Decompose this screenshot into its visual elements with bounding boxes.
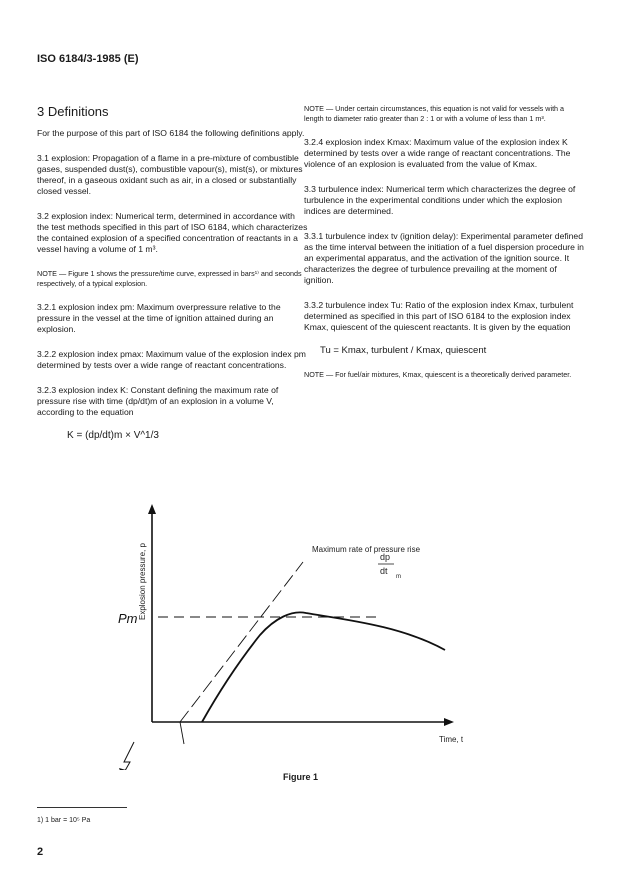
- annotation-text: Maximum rate of pressure rise: [312, 545, 421, 554]
- x-axis-label: Time, t: [439, 735, 464, 744]
- footnote: 1) 1 bar = 10⁵ Pa: [37, 817, 91, 824]
- y-axis-label: Explosion pressure, p: [138, 543, 147, 620]
- annotation-subscript: m: [396, 574, 401, 580]
- annotation-fraction-num: dp: [380, 552, 391, 562]
- pm-label: Pm: [118, 611, 138, 626]
- y-axis-arrow-icon: [148, 504, 156, 514]
- definition-3-2-1: 3.2.1 explosion index pm: Maximum overpressure relative to the pressure in the vessel at the time of ignition attained during an explosion.: [37, 302, 281, 334]
- ignition-spark-icon: [122, 742, 134, 770]
- definition-3-2-2: 3.2.2 explosion index pmax: Maximum value of the explosion index pm determined by tests over a wide range of reactant concentrations.: [37, 349, 306, 370]
- note-equation-validity: NOTE — Under certain circumstances, this equation is not valid for vessels with a length to diameter ratio greater than 2 : 1 or with a volume of less than 1 m³.: [304, 104, 565, 123]
- page-number: 2: [37, 846, 44, 858]
- section-title: 3 Definitions: [37, 104, 109, 119]
- pressure-curve: [202, 612, 445, 722]
- pressure-time-figure: [110, 500, 470, 770]
- tangent-line: [180, 562, 303, 722]
- x-axis-arrow-icon: [444, 718, 454, 726]
- definition-3-2-3: 3.2.3 explosion index K: Constant defining the maximum rate of pressure rise with time (dp/dt)m of an explosion in a volume V, according to the equation: [37, 385, 279, 417]
- annotation-fraction-den: dt: [380, 566, 388, 576]
- note-figure-1: NOTE — Figure 1 shows the pressure/time curve, expressed in bars¹⁾ and seconds respectively, of a typical explosion.: [37, 269, 302, 288]
- note-fuel-air: NOTE — For fuel/air mixtures, Kmax, quiescent is a theoretically derived parameter.: [304, 370, 572, 379]
- definition-3-2-4: 3.2.4 explosion index Kmax: Maximum value of the explosion index K determined by tests over a wide range of reactant concentrations. The violence of an explosion is evaluated from the value of Kmax.: [304, 137, 571, 169]
- tangent-extension: [180, 722, 184, 744]
- footnote-rule: [37, 807, 127, 808]
- ignition-arrow-icon: [119, 768, 126, 770]
- definition-3-3-1: 3.3.1 turbulence index tv (ignition delay): Experimental parameter defined as the time interval between the initiation of a fuel dispersion procedure in an experimental apparatus, and the activation of the ignition source. It characterizes the degree of turbulence prevailing at the moment of ignition.: [304, 231, 584, 285]
- document-header: ISO 6184/3-1985 (E): [37, 53, 139, 65]
- equation-k: K = (dp/dt)m × V^1/3: [67, 430, 159, 441]
- definition-3-3: 3.3 turbulence index: Numerical term which characterizes the degree of turbulence in the experimental conditions under which the explosion indices are determined.: [304, 184, 576, 216]
- equation-tu: Tu = Kmax, turbulent / Kmax, quiescent: [320, 345, 487, 356]
- definition-3-1: 3.1 explosion: Propagation of a flame in a pre-mixture of combustible gases, suspended dust(s), combustible vapour(s), mist(s), or mixtures thereof, in a gaseous oxidant such as air, in a closed or substantially closed vessel.: [37, 153, 303, 196]
- left-column: [37, 128, 309, 441]
- right-column: [304, 104, 584, 380]
- definition-3-3-2: 3.3.2 turbulence index Tu: Ratio of the explosion index Kmax, turbulent determined as specified in this part of ISO 6184 to the explosion index Kmax, quiescent of the quiescent reactants. It is given by the equation: [304, 300, 574, 332]
- intro-paragraph: For the purpose of this part of ISO 6184 the following definitions apply.: [37, 128, 305, 138]
- definition-3-2: 3.2 explosion index: Numerical term, determined in accordance with the test methods specified in this part of ISO 6184, which characterizes the contained explosion of a specified concentration of reactants in a vessel having a volume of 1 m³.: [37, 211, 308, 254]
- figure-caption: Figure 1: [283, 772, 319, 782]
